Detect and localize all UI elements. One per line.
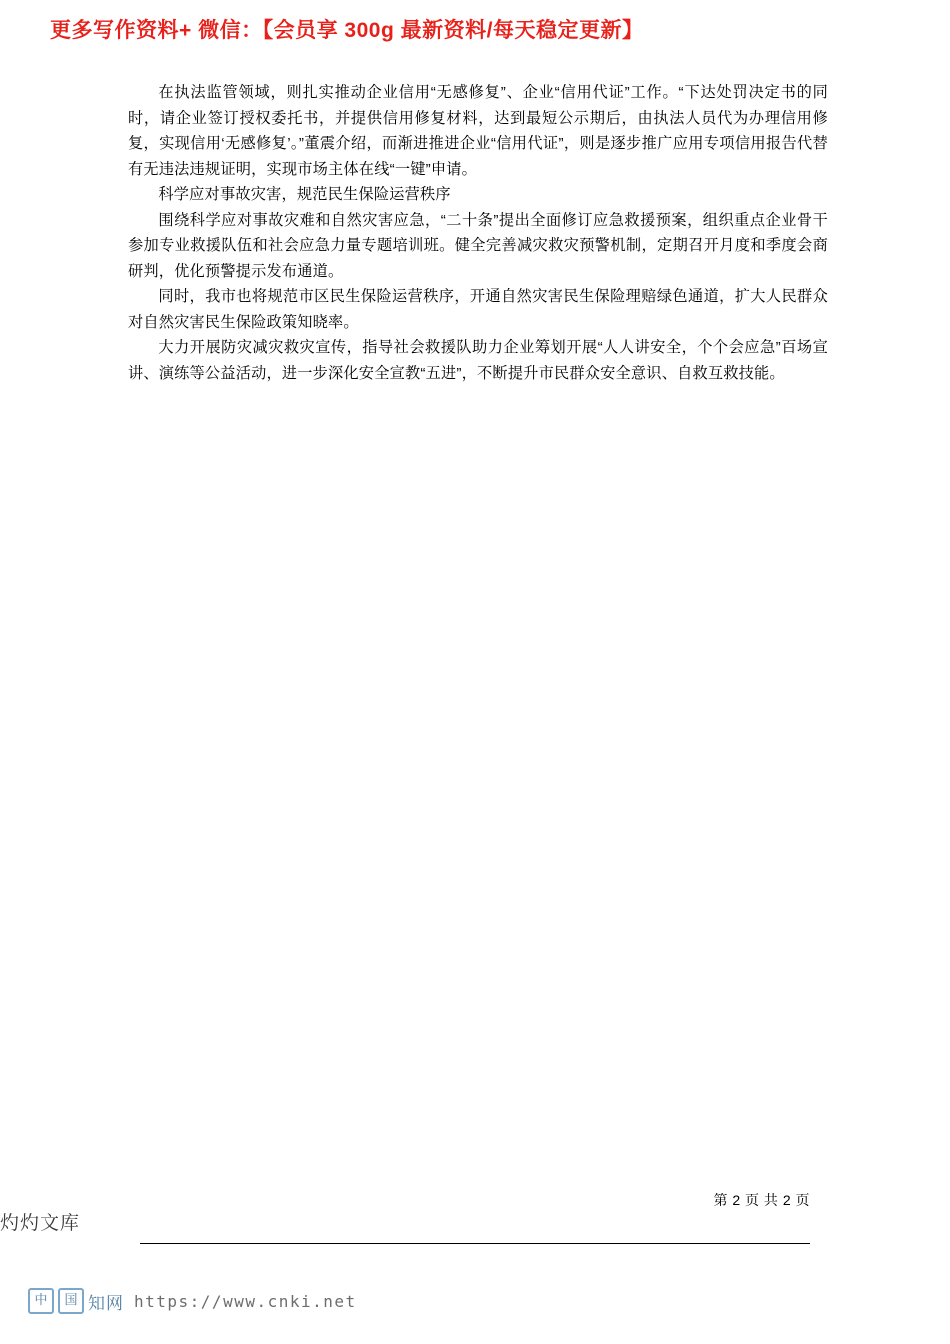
document-section-heading: 科学应对事故灾害，规范民生保险运营秩序 (158, 186, 451, 203)
promo-banner: 更多写作资料+ 微信：【会员享 300g 最新资料/每天稳定更新】 (50, 19, 644, 42)
cnki-url: https://www.cnki.net (134, 1291, 357, 1311)
document-paragraph: 围绕科学应对事故灾难和自然灾害应急，“二十条”提出全面修订应急救援预案，组织重点企业骨干参加专业救援队伍和社会应急力量专题培训班。健全完善减灾救灾预警机制，定期召开月度和季度会商研判，优化预警提示发布通道。 (128, 211, 828, 280)
cnki-logo-char-1: 中 (28, 1288, 54, 1314)
library-watermark: 灼灼文库 (0, 1212, 81, 1234)
document-paragraph: 大力开展防灾减灾救灾宣传，指导社会救援队助力企业筹划开展“人人讲安全，个个会应急”百场宣讲、演练等公益活动，进一步深化安全宣教“五进”，不断提升市民群众安全意识、自救互救技能。 (128, 339, 828, 382)
cnki-logo-label: 知网 (88, 1293, 124, 1314)
cnki-logo-char-2: 国 (58, 1288, 84, 1314)
page-number: 第 2 页 共 2 页 (713, 1192, 810, 1208)
document-page (128, 80, 828, 386)
cnki-watermark (28, 1288, 357, 1314)
document-paragraph: 同时，我市也将规范市区民生保险运营秩序，开通自然灾害民生保险理赔绿色通道，扩大人民群众对自然灾害民生保险政策知晓率。 (128, 288, 828, 331)
footer-divider (140, 1243, 810, 1244)
document-paragraph: 在执法监管领域，则扎实推动企业信用“无感修复”、企业“信用代证”工作。“下达处罚决定书的同时，请企业签订授权委托书，并提供信用修复材料，达到最短公示期后，由执法人员代为办理信用修复，实现信用‘无感修复’。”董震介绍，而渐进推进企业“信用代证”，则是逐步推广应用专项信用报告代替有无违法违规证明，实现市场主体在线“一键”申请。 (128, 84, 828, 178)
cnki-logo-icon (28, 1288, 124, 1314)
